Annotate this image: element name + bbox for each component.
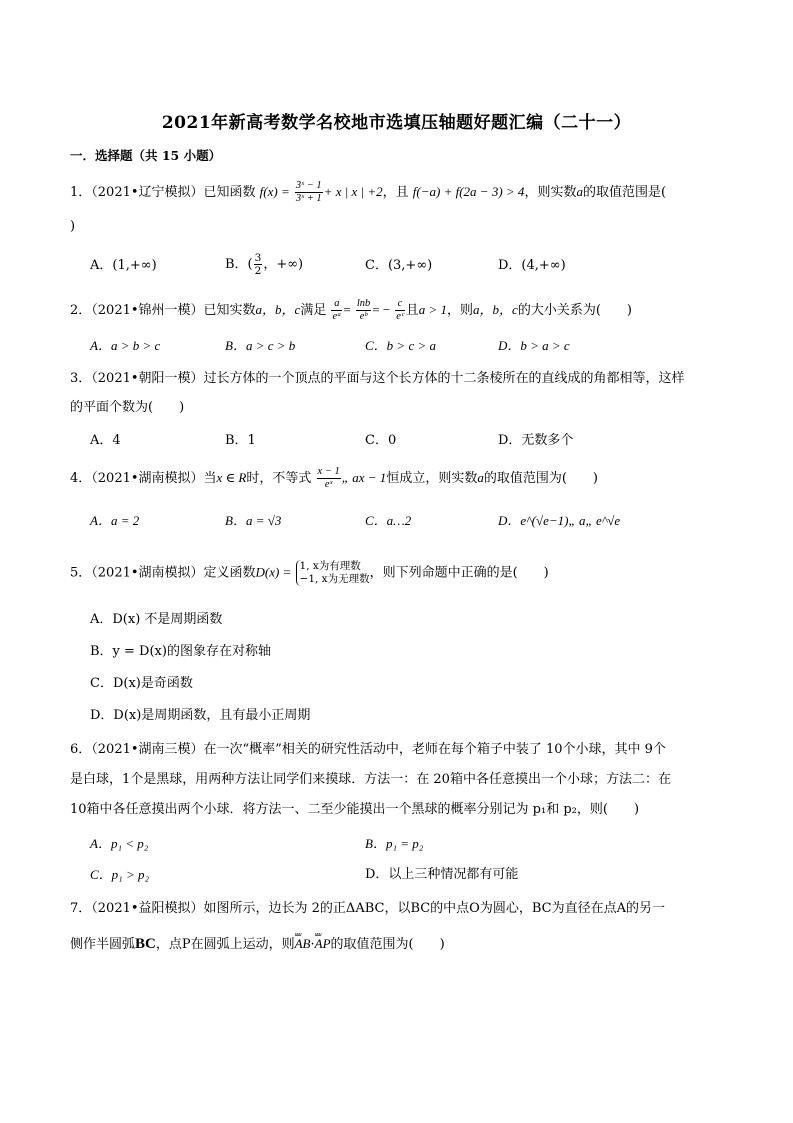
question-6-option-a: A．p₁ < p₂ [90,836,149,851]
question-3-option-d: D．无数多个 [498,433,574,448]
question-6-option-d: D．以上三种情况都有可能 [365,867,519,882]
question-1-option-c: C．(3,+∞) [365,258,433,273]
question-4-option-a: A．a = 2 [90,513,140,528]
question-1-option-b: B．( $\frac{3}{2}$ ，+∞) [225,252,304,277]
question-4-option-d: D．e^(√e−1)„ a„ e^√e [498,513,621,528]
question-4-line-1: 4．（2021•湖南模拟）当x ∈ R时，不等式 $\frac{x - 1}{\text{eˣ}}$ „ ax − 1恒成立，则实数a的取值范围为( ) [70,466,598,490]
question-5-line-1: 5．（2021•湖南模拟）定义函数D(x) = 1, x为有理数 −1, x为无理数 ，则下列命题中正确的是( ) [70,560,549,585]
question-2-option-b: B．a > c > b [225,338,296,353]
question-5-option-a: A．D(x) 不是周期函数 [90,612,223,627]
question-5-option-d: D．D(x)是周期函数，且有最小正周期 [90,708,311,723]
question-6-option-c: C．p₁ > p₂ [90,867,149,882]
question-6-line-2: 是白球，1个是黑球，用两种方法让同学们来摸球．方法一：在 20箱中各任意摸出一个小球；方法二：在 [70,772,671,787]
question-6-option-b: B．p₁ = p₂ [365,836,424,851]
question-3-option-c: C．0 [365,433,397,448]
question-3-line-1: 3．（2021•朝阳一模）过长方体的一个顶点的平面与这个长方体的十二条棱所在的直线成的角都相等，这样 [70,371,685,386]
question-7-line-2: 侧作半圆弧BC，点P在圆弧上运动，则uuu AB·uuu AP的取值范围为( ) [70,934,445,955]
question-2-option-d: D．b > a > c [498,338,570,353]
question-6-line-3: 10箱中各任意摸出两个小球．将方法一、二至少能摸出一个黑球的概率分别记为 p₁和 p₂，则( ) [70,802,640,817]
question-1-fraction: $\frac{\text{3ˣ − 1}}{\text{3ˣ + 1}}$ [295,180,322,204]
question-6-line-1: 6．（2021•湖南三模）在一次“概率”相关的研究性活动中，老师在每个箱子中装了 10个小球，其中 9个 [70,742,666,757]
arc-symbol: BC [135,936,156,952]
question-2-line-1: 2．（2021•锦州一模）已知实数a，b，c满足 $\frac{a}{\text{eᵃ}}$ = $\frac{\ln b}{\text{eᵇ}}$ = − $\frac{c}{\text{eᶜ}}$ 且a > 1，则a，b，c的大小关系为( ) [70,298,632,322]
question-7-line-1: 7．（2021•益阳模拟）如图所示，边长为 2的正ΔABC，以BC的中点O为圆心，BC为直径在点A的另一 [70,901,665,916]
question-1-option-a: A．(1,+∞) [90,258,157,273]
question-3-option-a: A．4 [90,433,121,448]
question-5-option-b: B．y = D(x)的图象存在对称轴 [90,644,271,659]
section-heading: 一．选择题（共 15 小题） [70,148,222,163]
vector-ap: uuu AP [315,934,331,954]
question-3-option-b: B．1 [225,433,256,448]
question-3-line-2: 的平面个数为( ) [70,400,185,415]
question-1-option-d: D．(4,+∞) [498,258,566,273]
question-1-line-2: ) [70,219,76,234]
question-2-option-a: A．a > b > c [90,338,161,353]
question-2-option-c: C．b > c > a [365,338,436,353]
page-title: 2021年新高考数学名校地市选填压轴题好题汇编（二十一） [161,113,632,133]
question-5-option-c: C．D(x)是奇函数 [90,676,193,691]
question-4-option-c: C．a…2 [365,513,412,528]
piecewise-brace: 1, x为有理数 −1, x为无理数 [296,560,370,586]
question-4-option-b: B．a = √3 [225,513,282,528]
vector-ab: uuu AB [295,934,311,954]
question-1-line-1: 1．（2021•辽宁模拟）已知函数 f(x) = $\frac{\text{3ˣ − 1}}{\text{3ˣ + 1}}$ + x | x | +2，且 f(−a) + f(2a − 3) > 4，则实数a的取值范围是( [70,180,667,204]
